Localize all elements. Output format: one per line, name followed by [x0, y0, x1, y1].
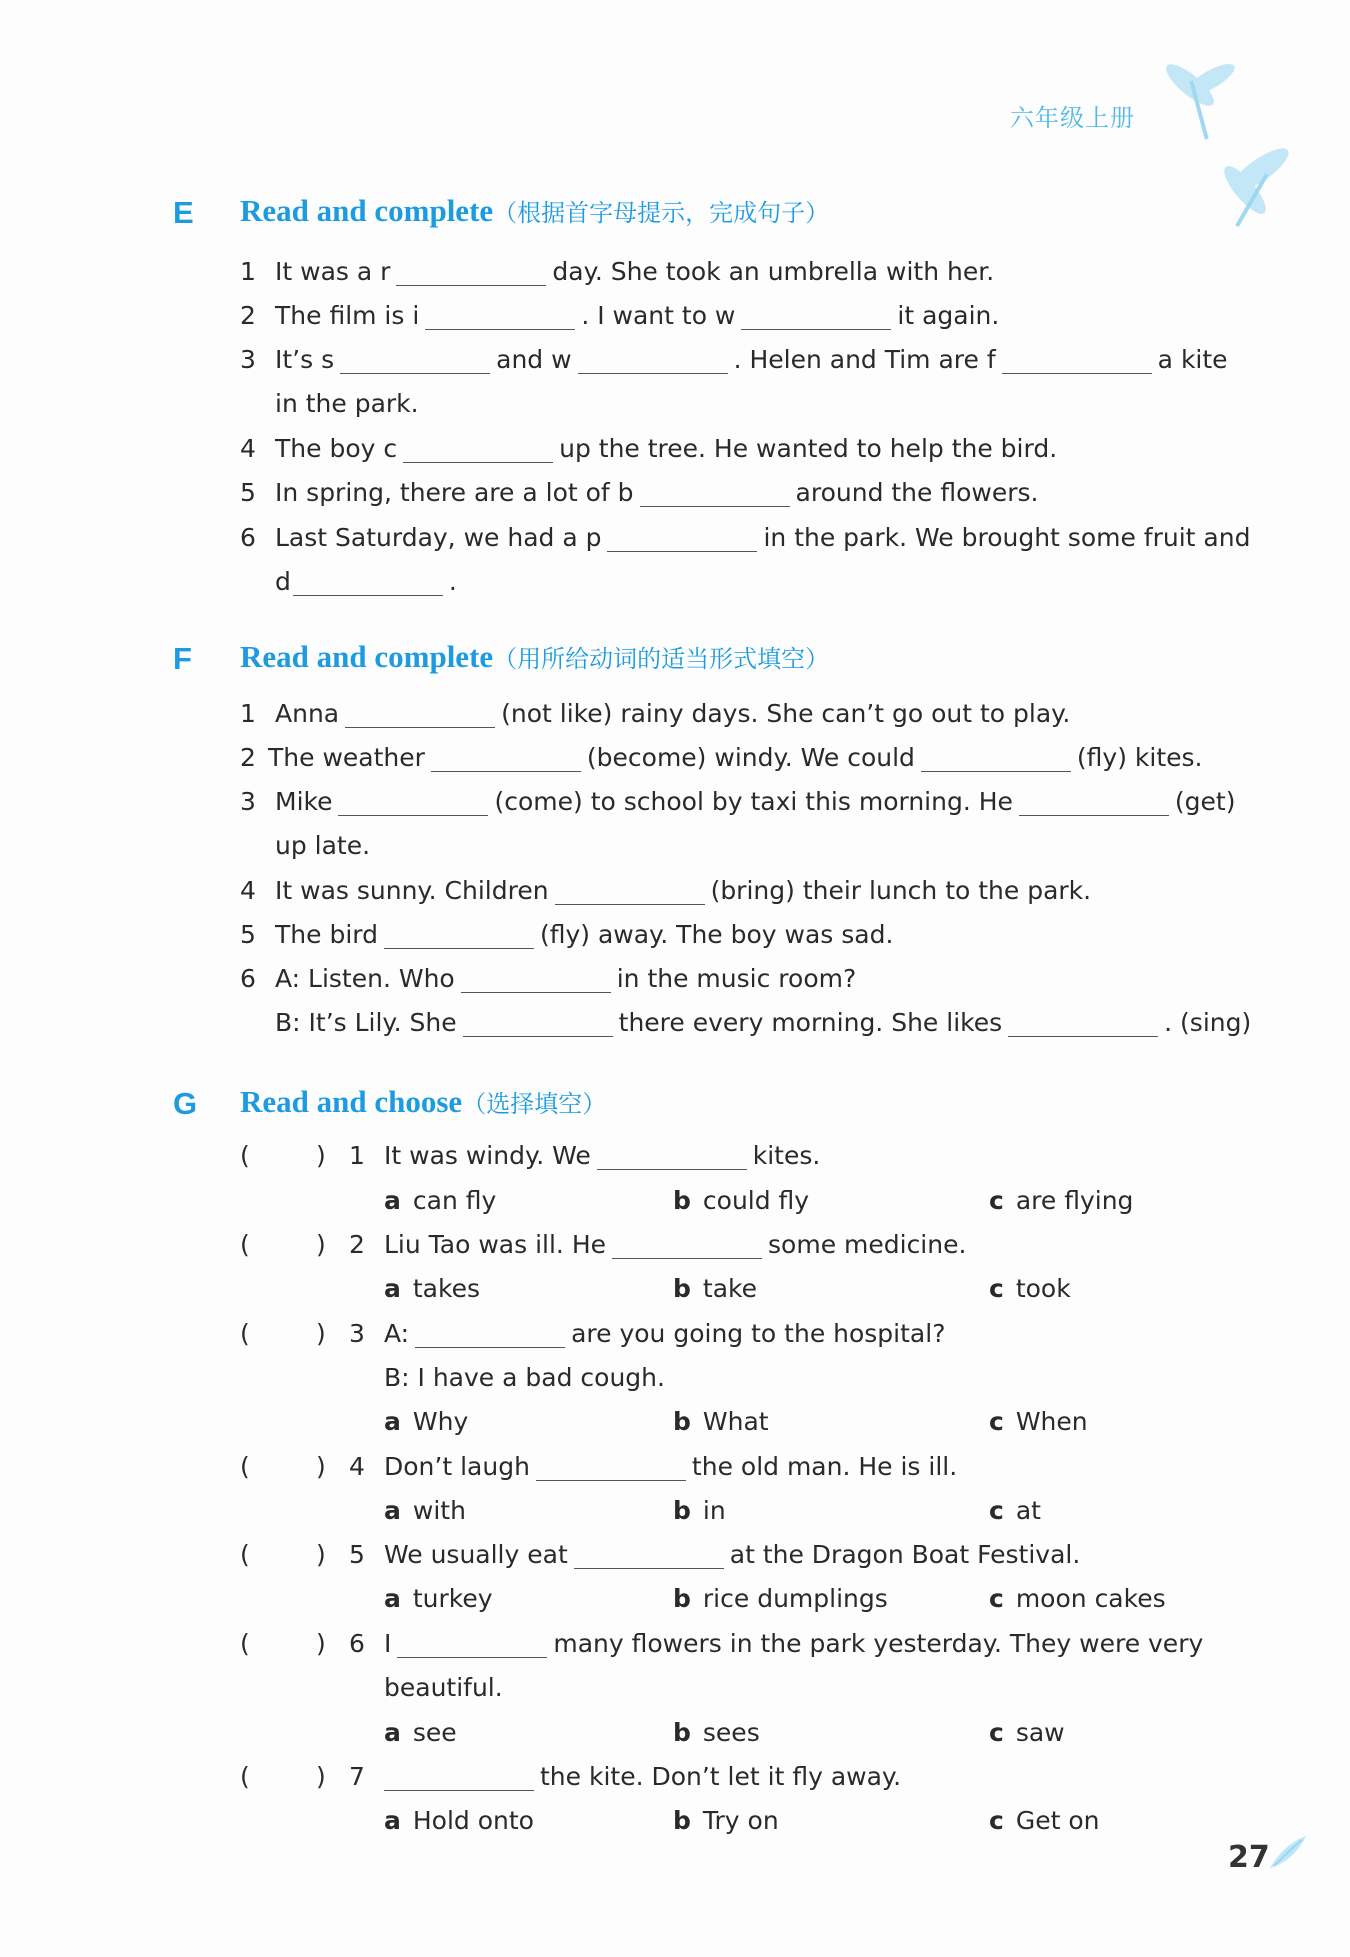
- e-q5-text-b: around the flowers.: [795, 478, 1039, 507]
- answer-blank[interactable]: [425, 327, 575, 330]
- g-q7-option-a[interactable]: [384, 1804, 534, 1838]
- option-text: at: [1015, 1496, 1041, 1525]
- answer-blank[interactable]: [612, 1256, 762, 1259]
- option-letter: c: [989, 1407, 1004, 1436]
- option-text: Hold onto: [412, 1806, 534, 1835]
- f-question-6: [240, 962, 1250, 996]
- answer-blank[interactable]: [461, 990, 611, 993]
- e-q2-text-a: The film is i: [275, 301, 420, 330]
- g-q5-option-b[interactable]: [673, 1582, 888, 1616]
- e-question-5: [240, 476, 1250, 510]
- option-text: take: [702, 1274, 757, 1303]
- section-g-letter: G: [173, 1086, 198, 1121]
- g-q3-text-a: A:: [384, 1319, 410, 1348]
- option-letter: a: [384, 1496, 401, 1525]
- f-q3-text-c: (get): [1174, 787, 1236, 816]
- option-text: in: [702, 1496, 726, 1525]
- f-q3-text-b: (come) to school by taxi this morning. He: [494, 787, 1013, 816]
- answer-paren-close: ): [316, 1319, 326, 1348]
- option-letter: c: [989, 1584, 1004, 1613]
- f-q5-num: 5: [240, 920, 256, 949]
- answer-blank[interactable]: [1008, 1034, 1158, 1037]
- option-letter: a: [384, 1806, 401, 1835]
- e-q2-text-c: it again.: [897, 301, 1000, 330]
- option-text: can fly: [412, 1186, 497, 1215]
- g-question-3: [384, 1317, 945, 1351]
- g-question-1: [384, 1139, 820, 1173]
- answer-blank[interactable]: [397, 1655, 547, 1658]
- f-q1-text-a: Anna: [275, 699, 340, 728]
- e-q2-num: 2: [240, 301, 256, 330]
- f-q6-cont-a: B: It’s Lily. She: [275, 1008, 457, 1037]
- f-q3-text-a: Mike: [275, 787, 333, 816]
- e-q5-text-a: In spring, there are a lot of b: [275, 478, 634, 507]
- e-q1-text-a: It was a r: [275, 257, 391, 286]
- answer-blank[interactable]: [415, 1345, 565, 1348]
- e-q4-text-a: The boy c: [275, 434, 398, 463]
- option-letter: c: [989, 1496, 1004, 1525]
- answer-blank[interactable]: [536, 1478, 686, 1481]
- e-question-2: [240, 299, 1250, 333]
- section-g-title: [240, 1084, 606, 1120]
- g-q4-option-a[interactable]: [384, 1494, 466, 1528]
- g-q1-option-b[interactable]: [673, 1184, 809, 1218]
- g-question-5: [384, 1538, 1080, 1572]
- option-letter: b: [673, 1718, 691, 1747]
- option-letter: a: [384, 1274, 401, 1303]
- e-q4-num: 4: [240, 434, 256, 463]
- section-e-title-en: Read and complete: [240, 193, 494, 228]
- option-text: could fly: [702, 1186, 810, 1215]
- answer-paren-open: (: [240, 1540, 250, 1569]
- option-text: saw: [1015, 1718, 1065, 1747]
- g-q7-option-b[interactable]: [673, 1804, 779, 1838]
- section-f-title: [240, 639, 829, 675]
- g-q6-text-b: many flowers in the park yesterday. They were very: [553, 1629, 1204, 1658]
- e-q6-cont-a: d: [275, 567, 291, 596]
- f-q4-text-b: (bring) their lunch to the park.: [710, 876, 1092, 905]
- g-question-2: [384, 1228, 966, 1262]
- answer-blank[interactable]: [345, 725, 495, 728]
- g-q2-num: 2: [349, 1230, 365, 1259]
- option-letter: c: [989, 1806, 1004, 1835]
- option-letter: a: [384, 1186, 401, 1215]
- g-q2-text-a: Liu Tao was ill. He: [384, 1230, 607, 1259]
- g-q7-option-c[interactable]: [989, 1804, 1099, 1838]
- grade-label: 六年级上册: [1010, 104, 1135, 132]
- answer-paren-close: ): [316, 1762, 326, 1791]
- g-q6-num: 6: [349, 1629, 365, 1658]
- g-q4-text-a: Don’t laugh: [384, 1452, 530, 1481]
- f-q2-text-c: (fly) kites.: [1076, 743, 1203, 772]
- f-q6-cont-c: . (sing): [1164, 1008, 1252, 1037]
- e-q1-text-b: day. She took an umbrella with her.: [552, 257, 995, 286]
- g-q3-num: 3: [349, 1319, 365, 1348]
- section-g-title-cn: （选择填空）: [462, 1090, 607, 1118]
- g-q7-num: 7: [349, 1762, 365, 1791]
- g-q3-text-b: are you going to the hospital?: [571, 1319, 946, 1348]
- f-q6-continuation: [275, 1006, 1251, 1040]
- f-q6-cont-b: there every morning. She likes: [618, 1008, 1003, 1037]
- answer-blank[interactable]: [384, 946, 534, 949]
- f-question-5: [240, 918, 1250, 952]
- answer-blank[interactable]: [338, 813, 488, 816]
- e-q6-text-b: in the park. We brought some fruit and: [763, 523, 1251, 552]
- g-q3-option-b[interactable]: [673, 1405, 769, 1439]
- answer-blank[interactable]: [574, 1566, 724, 1569]
- option-letter: a: [384, 1584, 401, 1613]
- option-text: moon cakes: [1015, 1584, 1166, 1613]
- option-text: Try on: [702, 1806, 779, 1835]
- answer-blank[interactable]: [1019, 813, 1169, 816]
- answer-blank[interactable]: [597, 1167, 747, 1170]
- f-question-4: [240, 874, 1250, 908]
- f-q1-num: 1: [240, 699, 256, 728]
- section-f-title-en: Read and complete: [240, 639, 494, 674]
- answer-paren-open: (: [240, 1452, 250, 1481]
- e-q3-continuation: in the park.: [275, 389, 419, 418]
- answer-blank[interactable]: [384, 1788, 534, 1791]
- g-question-7: [384, 1760, 901, 1794]
- option-letter: c: [989, 1718, 1004, 1747]
- g-q1-option-a[interactable]: [384, 1184, 496, 1218]
- g-q1-text-a: It was windy. We: [384, 1141, 591, 1170]
- g-q6-line2: beautiful.: [384, 1673, 503, 1702]
- g-q1-option-c[interactable]: [989, 1184, 1133, 1218]
- f-q5-text-b: (fly) away. The boy was sad.: [539, 920, 894, 949]
- f-q2-text-a: The weather: [268, 743, 425, 772]
- option-letter: b: [673, 1407, 691, 1436]
- option-text: with: [412, 1496, 466, 1525]
- option-letter: b: [673, 1584, 691, 1613]
- answer-blank[interactable]: [741, 327, 891, 330]
- answer-blank[interactable]: [396, 283, 546, 286]
- f-q2-text-b: (become) windy. We could: [586, 743, 915, 772]
- f-q2-num: 2: [240, 743, 256, 772]
- g-q2-text-b: some medicine.: [768, 1230, 967, 1259]
- option-letter: b: [673, 1496, 691, 1525]
- g-question-4: [384, 1450, 957, 1484]
- dragonfly-icon: [1150, 40, 1310, 240]
- option-letter: b: [673, 1274, 691, 1303]
- page-number: 27: [1228, 1840, 1270, 1875]
- f-q1-text-b: (not like) rainy days. She can’t go out to play.: [501, 699, 1071, 728]
- e-q3-text-d: a kite: [1157, 345, 1228, 374]
- g-q5-text-a: We usually eat: [384, 1540, 568, 1569]
- answer-blank[interactable]: [340, 371, 490, 374]
- e-question-4: [240, 432, 1250, 466]
- e-q5-num: 5: [240, 478, 256, 507]
- answer-paren-close: ): [316, 1452, 326, 1481]
- e-question-6: [240, 521, 1250, 555]
- g-q6-option-a[interactable]: [384, 1716, 457, 1750]
- f-question-2: [240, 741, 1250, 775]
- g-question-6: [384, 1627, 1203, 1661]
- option-text: took: [1015, 1274, 1071, 1303]
- answer-paren-close: ): [316, 1141, 326, 1170]
- e-q1-num: 1: [240, 257, 256, 286]
- g-q5-text-b: at the Dragon Boat Festival.: [729, 1540, 1081, 1569]
- option-text: When: [1015, 1407, 1088, 1436]
- answer-blank[interactable]: [555, 902, 705, 905]
- g-q6-option-c[interactable]: [989, 1716, 1065, 1750]
- e-q2-text-b: . I want to w: [581, 301, 736, 330]
- g-q3-option-c[interactable]: [989, 1405, 1088, 1439]
- section-g-title-en: Read and choose: [240, 1084, 463, 1119]
- section-e-letter: E: [173, 195, 194, 230]
- e-q6-continuation: [275, 565, 457, 599]
- f-q6-text-b: in the music room?: [616, 964, 857, 993]
- f-q6-text-a: A: Listen. Who: [275, 964, 455, 993]
- g-q6-text-a: I: [384, 1629, 392, 1658]
- answer-paren-open: (: [240, 1319, 250, 1348]
- option-letter: a: [384, 1407, 401, 1436]
- g-q7-text-b: the kite. Don’t let it fly away.: [540, 1762, 902, 1791]
- e-question-3: [240, 343, 1250, 377]
- answer-paren-open: (: [240, 1629, 250, 1658]
- option-letter: b: [673, 1806, 691, 1835]
- g-q4-option-c[interactable]: [989, 1494, 1041, 1528]
- answer-blank[interactable]: [640, 504, 790, 507]
- option-text: are flying: [1015, 1186, 1134, 1215]
- option-letter: b: [673, 1186, 691, 1215]
- e-q4-text-b: up the tree. He wanted to help the bird.: [559, 434, 1058, 463]
- g-q4-option-b[interactable]: [673, 1494, 726, 1528]
- option-text: rice dumplings: [702, 1584, 888, 1613]
- g-q5-option-c[interactable]: [989, 1582, 1166, 1616]
- g-q4-num: 4: [349, 1452, 365, 1481]
- option-letter: c: [989, 1274, 1004, 1303]
- f-q4-num: 4: [240, 876, 256, 905]
- answer-blank[interactable]: [578, 371, 728, 374]
- f-q5-text-a: The bird: [275, 920, 378, 949]
- section-e-title-cn: （根据首字母提示，完成句子）: [493, 199, 830, 227]
- f-q3-num: 3: [240, 787, 256, 816]
- option-letter: c: [989, 1186, 1004, 1215]
- answer-blank[interactable]: [431, 769, 581, 772]
- option-text: sees: [702, 1718, 760, 1747]
- e-q3-text-c: . Helen and Tim are f: [733, 345, 996, 374]
- section-f-letter: F: [173, 641, 192, 676]
- g-q2-option-b[interactable]: [673, 1272, 757, 1306]
- e-q3-text-b: and w: [496, 345, 572, 374]
- f-q6-num: 6: [240, 964, 256, 993]
- option-text: Get on: [1015, 1806, 1100, 1835]
- g-q3-line2: B: I have a bad cough.: [384, 1363, 665, 1392]
- answer-blank[interactable]: [463, 1034, 613, 1037]
- answer-blank[interactable]: [293, 593, 443, 596]
- g-q1-num: 1: [349, 1141, 365, 1170]
- answer-paren-close: ): [316, 1540, 326, 1569]
- e-q6-num: 6: [240, 523, 256, 552]
- section-f-title-cn: （用所给动词的适当形式填空）: [493, 645, 830, 673]
- answer-paren-close: ): [316, 1230, 326, 1259]
- f-question-1: [240, 697, 1250, 731]
- g-q2-option-a[interactable]: [384, 1272, 480, 1306]
- option-text: Why: [412, 1407, 469, 1436]
- answer-paren-open: (: [240, 1141, 250, 1170]
- f-q4-text-a: It was sunny. Children: [275, 876, 549, 905]
- e-q3-num: 3: [240, 345, 256, 374]
- e-q6-cont-b: .: [448, 567, 457, 596]
- g-q5-num: 5: [349, 1540, 365, 1569]
- f-q3-continuation: up late.: [275, 831, 371, 860]
- e-question-1: [240, 255, 1250, 289]
- option-text: takes: [412, 1274, 480, 1303]
- option-letter: a: [384, 1718, 401, 1747]
- answer-blank[interactable]: [921, 769, 1071, 772]
- g-q2-option-c[interactable]: [989, 1272, 1071, 1306]
- g-q4-text-b: the old man. He is ill.: [691, 1452, 958, 1481]
- option-text: turkey: [412, 1584, 493, 1613]
- g-q5-option-a[interactable]: [384, 1582, 493, 1616]
- answer-paren-close: ): [316, 1629, 326, 1658]
- answer-blank[interactable]: [403, 460, 553, 463]
- answer-blank[interactable]: [1002, 371, 1152, 374]
- answer-paren-open: (: [240, 1230, 250, 1259]
- answer-paren-open: (: [240, 1762, 250, 1791]
- g-q3-option-a[interactable]: [384, 1405, 468, 1439]
- e-q6-text-a: Last Saturday, we had a p: [275, 523, 602, 552]
- section-e-title: [240, 193, 829, 229]
- option-text: What: [702, 1407, 769, 1436]
- g-q6-option-b[interactable]: [673, 1716, 760, 1750]
- e-q3-text-a: It’s s: [275, 345, 335, 374]
- f-question-3: [240, 785, 1250, 819]
- option-text: see: [412, 1718, 457, 1747]
- g-q1-text-b: kites.: [752, 1141, 821, 1170]
- leaf-icon: [1268, 1834, 1308, 1870]
- answer-blank[interactable]: [607, 549, 757, 552]
